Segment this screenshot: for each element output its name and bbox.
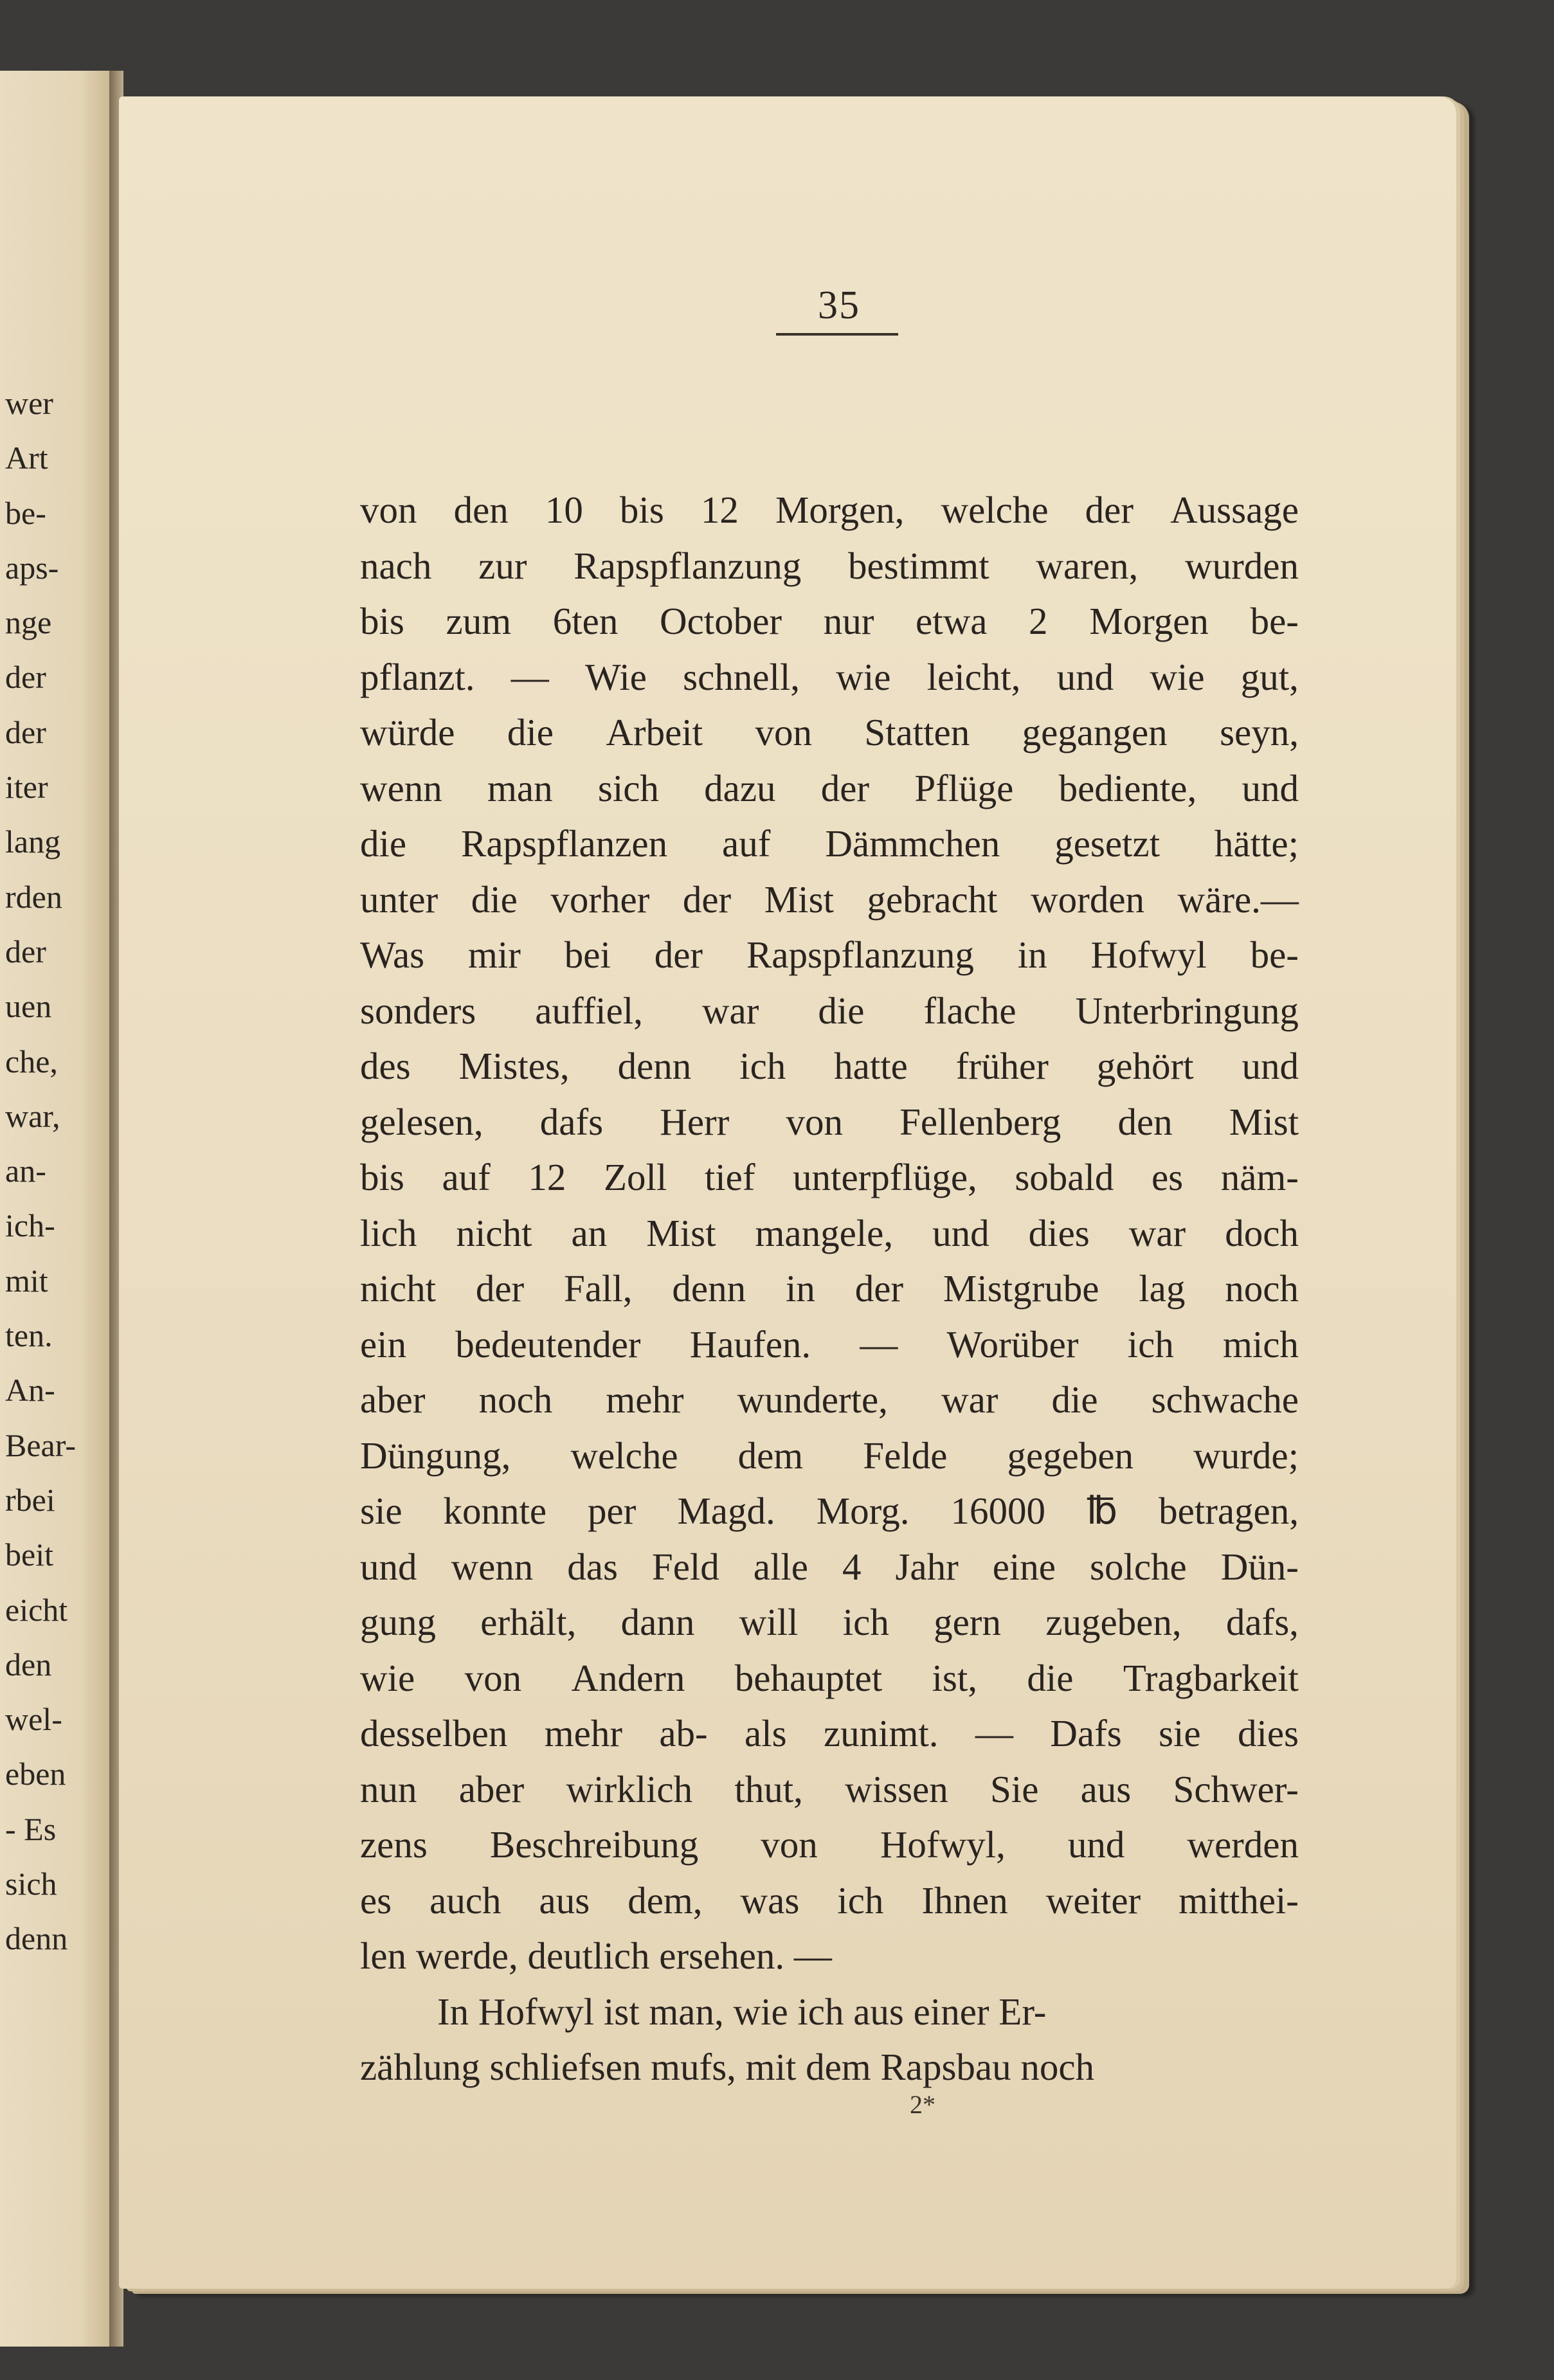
text-line xyxy=(360,816,1299,872)
text-line xyxy=(360,1873,1299,1929)
word: flache xyxy=(923,989,1016,1032)
text-line xyxy=(360,1817,1299,1873)
word: lich xyxy=(360,1211,417,1254)
word: Was xyxy=(360,933,425,976)
word: Jahr xyxy=(895,1545,959,1588)
word: wirklich xyxy=(566,1767,693,1810)
text-line xyxy=(360,872,1299,928)
word: Mist xyxy=(764,878,834,921)
left-fragment: war, xyxy=(5,1097,60,1134)
word: mangele, xyxy=(755,1211,894,1254)
word: zunimt. xyxy=(823,1712,939,1754)
word: — xyxy=(975,1712,1013,1754)
word: schnell, xyxy=(683,655,800,698)
word: bis xyxy=(360,600,404,642)
word: sobald xyxy=(1015,1156,1114,1198)
word: Dämmchen xyxy=(825,822,1000,865)
word: der xyxy=(682,878,732,921)
text-line xyxy=(360,482,1299,538)
word: denn xyxy=(672,1267,746,1310)
word: 4 xyxy=(842,1545,862,1588)
word: Feld xyxy=(651,1545,719,1588)
word: noch xyxy=(1225,1267,1299,1310)
word: nicht xyxy=(456,1211,532,1254)
word: tief xyxy=(704,1156,755,1198)
word: Pflüge xyxy=(914,766,1014,809)
word: ein xyxy=(360,1322,407,1366)
word: Mist xyxy=(646,1211,716,1254)
text-line: zählung schliefsen mufs, mit dem Rapsbau noch xyxy=(360,2046,1095,2088)
word: der xyxy=(820,766,870,809)
text-line xyxy=(360,1483,1299,1539)
word: Fall, xyxy=(564,1267,633,1310)
word: gesetzt xyxy=(1054,822,1160,865)
word: bei xyxy=(564,933,611,976)
word: sie xyxy=(360,1490,402,1532)
word: bediente, xyxy=(1058,766,1197,809)
left-fragment: ten. xyxy=(5,1317,53,1354)
word: be- xyxy=(1250,600,1299,642)
word: die xyxy=(1051,1378,1098,1421)
text-line xyxy=(360,1261,1299,1317)
left-fragment: ich- xyxy=(5,1207,55,1244)
word: Dafs xyxy=(1050,1712,1122,1754)
word: dem, xyxy=(628,1879,703,1922)
word: mehr xyxy=(544,1712,622,1754)
word: Ihnen xyxy=(921,1879,1008,1922)
word: ℔ xyxy=(1086,1490,1118,1532)
word: Morgen xyxy=(1089,600,1209,642)
word: welche xyxy=(941,489,1049,531)
word: Morg. xyxy=(816,1490,910,1532)
text-line: len werde, deutlich ersehen. — xyxy=(360,1934,832,1977)
text-line xyxy=(360,1038,1299,1094)
word: leicht, xyxy=(926,655,1021,698)
word: wunderte, xyxy=(737,1378,888,1421)
word: gebracht xyxy=(867,878,998,921)
word: und xyxy=(1242,1045,1299,1087)
word: die xyxy=(360,822,407,865)
word: lag xyxy=(1139,1267,1186,1310)
word: worden xyxy=(1031,878,1145,921)
word: den xyxy=(1117,1100,1173,1143)
word: behauptet xyxy=(734,1656,883,1699)
word: und xyxy=(1056,655,1114,698)
word: in xyxy=(1017,933,1047,976)
word: ich xyxy=(837,1879,884,1922)
word: und xyxy=(932,1211,989,1254)
word: nach xyxy=(360,544,432,587)
word: gern xyxy=(934,1601,1001,1643)
word: pflanzt. xyxy=(360,655,475,698)
word: gegangen xyxy=(1022,711,1168,753)
word: 16000 xyxy=(950,1490,1045,1532)
text-line: In Hofwyl ist man, wie ich aus einer Er- xyxy=(437,1990,1047,2033)
word: wurden xyxy=(1185,544,1299,587)
word: zens xyxy=(360,1823,428,1866)
word: Beschreibung xyxy=(489,1823,699,1866)
word: Morgen, xyxy=(775,489,905,531)
word: betragen, xyxy=(1159,1490,1299,1532)
left-fragment: rden xyxy=(5,878,62,915)
word: ich xyxy=(739,1045,786,1087)
word: wie xyxy=(360,1656,415,1699)
left-fragment: an- xyxy=(5,1153,46,1189)
word: Herr xyxy=(660,1100,730,1143)
word: Mist xyxy=(1229,1100,1299,1143)
text-line xyxy=(360,1539,1299,1595)
text-line xyxy=(360,1372,1299,1428)
word: vorher xyxy=(550,878,650,921)
left-page-edge xyxy=(0,71,114,2347)
text-line xyxy=(360,927,1299,983)
word: und xyxy=(360,1545,417,1588)
word: dann xyxy=(620,1601,695,1643)
left-fragment: aps- xyxy=(5,549,59,586)
text-line xyxy=(360,761,1299,816)
word: Rapspflanzen xyxy=(461,822,668,865)
page-number: 35 xyxy=(818,284,860,327)
word: was xyxy=(740,1879,800,1922)
word: die xyxy=(1027,1656,1074,1699)
word: ich xyxy=(842,1601,889,1643)
word: von xyxy=(761,1823,818,1866)
word: Düngung, xyxy=(360,1434,511,1477)
word: würde xyxy=(360,711,455,753)
word: auffiel, xyxy=(535,989,643,1032)
left-fragment: mit xyxy=(5,1262,48,1299)
left-fragment: Art xyxy=(5,440,48,476)
left-fragment: iter xyxy=(5,769,48,806)
left-fragment: der xyxy=(5,659,46,696)
word: die xyxy=(507,711,554,753)
word: 12 xyxy=(700,489,739,531)
word: den xyxy=(453,489,509,531)
left-fragment: Bear- xyxy=(5,1427,77,1463)
word: nicht xyxy=(360,1267,436,1310)
text-line xyxy=(360,1650,1299,1706)
left-fragment: be- xyxy=(5,494,46,531)
word: seyn, xyxy=(1220,711,1299,753)
word: Zoll xyxy=(603,1156,667,1198)
word: Statten xyxy=(864,711,970,753)
word: Wie xyxy=(585,655,647,698)
word: — xyxy=(860,1322,898,1366)
word: waren, xyxy=(1036,544,1139,587)
word: Worüber xyxy=(946,1322,1079,1366)
left-fragment: uen xyxy=(5,988,52,1025)
word: auf xyxy=(442,1156,491,1198)
word: dies xyxy=(1237,1712,1299,1754)
word: unterpflüge, xyxy=(793,1156,977,1198)
word: der xyxy=(475,1267,525,1310)
text-line xyxy=(360,983,1299,1039)
book-page xyxy=(119,96,1456,2289)
word: sie xyxy=(1159,1712,1201,1754)
word: erhält, xyxy=(480,1601,577,1643)
left-fragment: der xyxy=(5,933,46,969)
word: werden xyxy=(1187,1823,1299,1866)
word: eine xyxy=(992,1545,1056,1588)
text-line xyxy=(360,1149,1299,1205)
word: sonders xyxy=(360,989,476,1032)
word: wissen xyxy=(845,1767,948,1810)
text-line xyxy=(360,1594,1299,1650)
left-fragment: lang xyxy=(5,824,61,860)
word: aber xyxy=(458,1767,525,1810)
word: sich xyxy=(597,766,659,809)
text-line xyxy=(360,705,1299,761)
word: gehört xyxy=(1096,1045,1194,1087)
text-line xyxy=(360,1762,1299,1817)
word: bis xyxy=(619,489,664,531)
text-line xyxy=(360,1205,1299,1261)
left-fragment: wer xyxy=(5,385,53,421)
word: 12 xyxy=(528,1156,566,1198)
left-fragment: che, xyxy=(5,1043,58,1079)
left-fragment: An- xyxy=(5,1372,55,1409)
word: war xyxy=(941,1378,998,1421)
word: war xyxy=(1128,1211,1186,1254)
text-line xyxy=(360,538,1299,594)
word: zugeben, xyxy=(1045,1601,1182,1643)
word: des xyxy=(360,1045,411,1087)
left-fragment: sich xyxy=(5,1866,57,1902)
word: Tragbarkeit xyxy=(1123,1656,1299,1699)
word: doch xyxy=(1225,1211,1299,1254)
word: der xyxy=(1085,489,1134,531)
word: war xyxy=(701,989,759,1032)
word: 10 xyxy=(545,489,583,531)
left-fragment: wel- xyxy=(5,1701,62,1738)
word: man xyxy=(487,766,553,809)
word: dazu xyxy=(704,766,776,809)
word: das xyxy=(567,1545,618,1588)
word: Hofwyl, xyxy=(880,1823,1006,1866)
word: aber xyxy=(360,1378,426,1421)
word: weiter xyxy=(1045,1879,1141,1922)
word: wie xyxy=(836,655,891,698)
word: denn xyxy=(617,1045,692,1087)
word: hätte; xyxy=(1214,822,1299,865)
word: noch xyxy=(478,1378,553,1421)
word: October xyxy=(660,600,782,642)
text-line xyxy=(360,1706,1299,1762)
word: von xyxy=(360,489,417,531)
word: näm- xyxy=(1220,1156,1299,1198)
word: und xyxy=(1242,766,1299,809)
word: die xyxy=(818,989,865,1032)
left-fragment: - Es xyxy=(5,1810,57,1847)
word: aus xyxy=(539,1879,590,1922)
text-line xyxy=(360,1428,1299,1484)
left-fragment: beit xyxy=(5,1537,53,1573)
word: auch xyxy=(429,1879,501,1922)
word: wenn xyxy=(451,1545,534,1588)
word: solche xyxy=(1089,1545,1187,1588)
word: be- xyxy=(1250,933,1299,976)
word: bedeutender xyxy=(455,1322,641,1366)
word: desselben xyxy=(360,1712,508,1754)
word: nun xyxy=(360,1767,417,1810)
word: von xyxy=(755,711,812,753)
text-line xyxy=(360,593,1299,649)
word: Mistes, xyxy=(458,1045,570,1087)
text-line xyxy=(360,649,1299,705)
word: an xyxy=(571,1211,608,1254)
body-text xyxy=(360,482,1299,2095)
word: Dün- xyxy=(1220,1545,1299,1588)
left-fragment: eben xyxy=(5,1756,66,1792)
word: — xyxy=(510,655,549,698)
word: bis xyxy=(360,1156,404,1198)
word: nur xyxy=(823,600,874,642)
word: schwache xyxy=(1151,1378,1299,1421)
word: ist, xyxy=(932,1656,977,1699)
word: aus xyxy=(1080,1767,1132,1810)
word: zur xyxy=(478,544,527,587)
word: ich xyxy=(1127,1322,1174,1366)
word: Hofwyl xyxy=(1090,933,1207,976)
word: mitthei- xyxy=(1179,1879,1299,1922)
word: Sie xyxy=(989,1767,1039,1810)
word: alle xyxy=(753,1545,808,1588)
word: Fellenberg xyxy=(899,1100,1062,1143)
word: es xyxy=(360,1879,392,1922)
word: ab- xyxy=(659,1712,708,1754)
word: dafs, xyxy=(1225,1601,1299,1643)
word: Rapspflanzung xyxy=(746,933,974,976)
word: gegeben xyxy=(1007,1434,1134,1477)
word: wurde; xyxy=(1193,1434,1299,1477)
word: will xyxy=(739,1601,799,1643)
word: wie xyxy=(1150,655,1205,698)
word: wäre.— xyxy=(1177,878,1299,921)
word: dafs xyxy=(539,1100,604,1143)
word: Haufen. xyxy=(689,1322,811,1366)
word: Schwer- xyxy=(1173,1767,1299,1810)
word: dies xyxy=(1028,1211,1090,1254)
word: etwa xyxy=(916,600,988,642)
text-line xyxy=(360,1317,1299,1373)
word: zum xyxy=(446,600,512,642)
word: die xyxy=(471,878,518,921)
word: Unterbringung xyxy=(1075,989,1299,1032)
word: als xyxy=(745,1712,787,1754)
left-page-fragments xyxy=(5,376,76,1967)
left-fragment: den xyxy=(5,1646,52,1682)
word: 2 xyxy=(1029,600,1048,642)
page-number-rule xyxy=(776,333,898,336)
word: wenn xyxy=(360,766,442,809)
word: von xyxy=(786,1100,843,1143)
word: Felde xyxy=(863,1434,948,1477)
word: Rapspflanzung xyxy=(574,544,802,587)
word: von xyxy=(464,1656,522,1699)
word: gut, xyxy=(1240,655,1299,698)
left-fragment: rbei xyxy=(5,1481,55,1518)
signature-mark: 2* xyxy=(910,2090,935,2119)
word: auf xyxy=(722,822,771,865)
word: Andern xyxy=(571,1656,685,1699)
word: und xyxy=(1067,1823,1125,1866)
word: der xyxy=(854,1267,904,1310)
left-fragment: nge xyxy=(5,604,52,641)
left-fragment: denn xyxy=(5,1920,68,1957)
word: es xyxy=(1151,1156,1184,1198)
left-fragment: eicht xyxy=(5,1591,68,1628)
word: Arbeit xyxy=(606,711,703,753)
word: mir xyxy=(467,933,521,976)
word: konnte xyxy=(443,1490,547,1532)
word: mehr xyxy=(606,1378,684,1421)
word: gelesen, xyxy=(360,1100,483,1143)
word: 6ten xyxy=(552,600,619,642)
word: bestimmt xyxy=(847,544,989,587)
word: dem xyxy=(737,1434,804,1477)
text-line xyxy=(360,1094,1299,1150)
word: der xyxy=(654,933,703,976)
word: mich xyxy=(1222,1322,1299,1366)
word: früher xyxy=(955,1045,1049,1087)
left-fragment: der xyxy=(5,714,46,750)
word: unter xyxy=(360,878,438,921)
word: Mistgrube xyxy=(943,1267,1099,1310)
word: thut, xyxy=(734,1767,803,1810)
word: welche xyxy=(570,1434,678,1477)
word: in xyxy=(785,1267,815,1310)
word: Magd. xyxy=(677,1490,775,1532)
word: hatte xyxy=(834,1045,908,1087)
word: Aussage xyxy=(1170,489,1299,531)
word: gung xyxy=(360,1601,436,1643)
word: per xyxy=(588,1490,637,1532)
